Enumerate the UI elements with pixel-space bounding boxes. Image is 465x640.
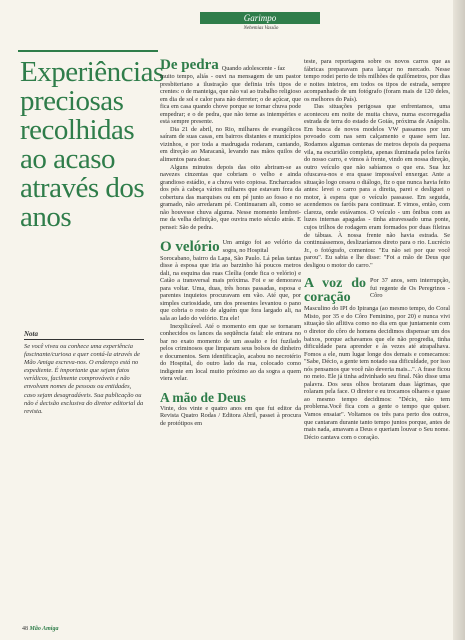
paragraph: teste, para reportagens sobre os novos carros que as fábricas preparavam para lançar no mercado. Nesse tempo rodei perto de três milhões de quilômetros, por dias e noites inteiros, em todos os tipos de estrada, sempre acompanhado de um fotógrafo (foram mais de 120 deles, os melhores do País). <box>304 58 450 103</box>
paragraph: Masculino do IPI do Ipiranga (ao mesmo tempo, do Coral Misto, por 35 e do Côro Feminino, por 20) e nunca vivi situação tão aflitiva como no dia em que juntamente com o diretor do côro de homens decidimos dispensar um dos baixos, porque achavamos que ele não progredia, tinha dificuldade para aprender e às vezes até atrapalhava. Fomos a ele, num lugar longe dos demais e comecamos: "Sabe, Décio, a gente tem notado sua dificuldade, por isso nós pensamos que você não deveria mais...". A frase ficou no meio. Ele já tinha adivinhado seu final. Não disse uma palavra. Dos seus olhos brotaram duas lágrimas, que rolaram pela face. O diretor e eu trocamos olhares e quase ao mesmo tempo decidimos: "Décio, não tem problema.Você fica com a gente o tempo que quiser. Vamos ensaiar". Voltamos os três para perto dos outros, que cantaram durante tanto tempo juntos porque, antes de mais nada, amavam a Deus e queriam louvar o Seu nome. Décio cantava com o coração. <box>304 305 450 441</box>
section-heading-a-voz-do-coracao: A voz do coração <box>304 276 366 306</box>
page-footer <box>22 626 58 632</box>
paragraph: muito tempo, aliás - ouvi na mensagem de um pastor presbiteriano a ilustração que definia três tipos de crentes: o de manteiga, que não vai ao trabalho religioso em dia de sol e calor para não derreter; o de açúcar, que fica em casa quando chove porque se tornar chuva pode empedrar; e o de pedra, que não teme as intempéries e está sempre presente. <box>160 73 301 126</box>
section-mao-de-deus-lead <box>160 391 301 405</box>
column-2 <box>304 58 450 441</box>
page-edge-shadow <box>453 0 465 640</box>
author-byline: Nehemias Vassão <box>243 26 279 31</box>
paragraph: Alguns minutos depois das oito abriram-se as navezes cinzentas que cobriam o velho e ainda grandioso estádio, e a chuva veio copiosa. Encharcados dos pés à cabeça vários milhares que estavam fora da cobertura das marquises ou em pé junto ao fosso e no gramado, não arredaram pé. Continuaram ali, como se não houvesse chuva alguma. Nesse momento lembrei-me da velha definição, que ouvira meio século atrás. E pensei: São de pedra. <box>160 163 301 231</box>
section-voz-lead <box>304 277 450 305</box>
section-heading-a-mao-de-deus: A mão de Deus <box>160 389 246 405</box>
paragraph: Dia 21 de abril, no Rio, milhares de evangélicos saíram de suas casas, em bairros distantes e municípios vizinhos, e por toda a madrugada rodaram, cantando, em direção ao Maracanã, levando nas mãos quilos de alimentos para doar. <box>160 125 301 164</box>
section-velorio-lead <box>160 239 301 254</box>
section-intro: Quando adolescente - faz <box>221 65 286 73</box>
magazine-brand: Mão Amiga <box>29 626 59 632</box>
section-header: Garimpo <box>200 12 320 24</box>
note-text: Se você viveu ou conhece uma experiência fascinante/curiosa e quer contá-la através de Mão Amiga escreva-nos. O endereço está no expediente. É importante que sejam fatos verídicos, facilmente comprováveis e não envolvam nomes de pessoas ou entidades, caso sejam desagradáveis. Sua publicação ou não é decisão exclusiva do diretor editorial da revista. <box>24 343 144 415</box>
section-intro: Um amigo foi ao velório da sogra, no Hospital <box>222 239 301 255</box>
section-heading-o-velorio: O velório <box>160 238 220 255</box>
column-1 <box>160 58 301 428</box>
section-intro: Por 37 anos, sem interrupção, fui regente de Os Peregrinos - Côro <box>370 277 450 300</box>
section-heading-de-pedra: De pedra <box>160 57 219 73</box>
note-box <box>24 330 144 416</box>
note-label: Nota <box>24 330 144 340</box>
paragraph: Inexplicável. Até o momento em que se tornaram conhecidos os lances da seqüência fatal: ele entrara no bar no exato momento de um assalto e foi fuzilado pelos criminosos que limparam seus bolsos de dinheiro e documentos. Sem identificação, acabou no necrotério do Hospital, do outro lado da rua, colocado como indigente em local muito próximo ao da sogra a quem viera velar. <box>160 322 301 383</box>
paragraph: Sorocabano, bairro da Lapa, São Paulo. Lá pelas tantas disse à esposa que iria ao barzinho há poucos metros dali, na esquina das ruas Cleília (onde fica o velório) e Catão a transversal mais próxima. Foi e se demorava para voltar. Uma, duas, três horas passadas, esposa e parentes inquietos procuravam em vão. Até que, por simples curiosidade, um dos presentes levantou o pano que cobria o rosto de alguém que fora largado ali, na sala ao lado do velório. Era ele! <box>160 254 301 322</box>
paragraph: Vinte, dos vinte e quatro anos em que fui editor da Revista Quatro Rodas / Editora Abril, passei à procura de protótipos em <box>160 404 301 427</box>
title-rule <box>18 50 158 52</box>
page-number: 48 <box>22 626 28 632</box>
article-title: Experiências preciosas recolhidas ao acaso através dos anos <box>20 56 164 233</box>
paragraph: Das situações perigosas que enfrentamos, uma aconteceu em noite de muita chuva, numa escorregadia estrada de terra do estado de Goiás, próxima de Anápolis. Em busca de novos modelos VW passamos por um povoado com nas sem calçamento e quase sem luz. Rodamos algumas centenas de metros depois da pequena vila, na escuridão completa, apenas iluminada pelos faróis do nosso carro, e vimos à frente, vindo em nossa direção, outro veículo que não sabíamos o que era. Sua luz ofuscava-nos e era quase impossível enxergar. Ante a situação logo cessou o diálogo, fiz o que nunca havia feito antes: levei o carro para a direita, parei e desliguei o motor, à espera que o veículo passasse. Em seguida, acendemos os faróis para continuar. E vimos, então, com clareza, onde estávamos. O veículo - um ônibus com as luzes internas apagadas - tinha atravessado uma ponte, cujos trilhos de rodagem eram formados por duas fileiras de tábuas. À nossa frente não havia estrada. Se continuássemos, deslizaríamos direto para o rio. Lucrécio Jr., o fotógrafo, comentou: "Eu não sei por que você parou". Eu sabia e lhe disse: "Foi a mão de Deus que desligou o motor do carro." <box>304 103 450 269</box>
section-de-pedra-lead <box>160 58 301 73</box>
